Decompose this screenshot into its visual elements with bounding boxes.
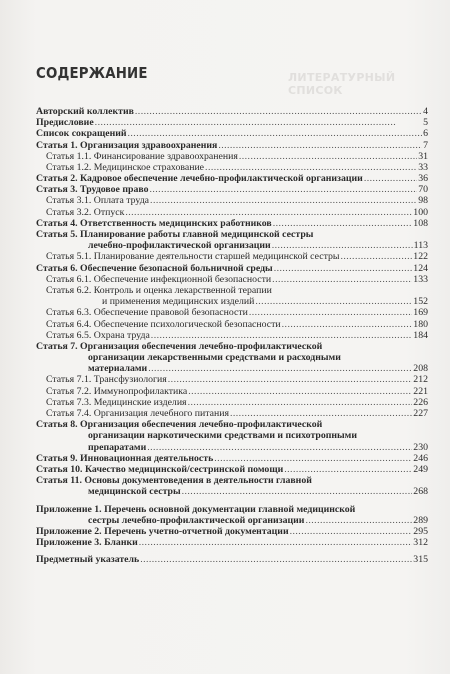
toc-entry-title: Статья 2. Кадровое обеспечение лечебно-профилактической организации (36, 173, 363, 185)
dot-leader (151, 330, 413, 341)
toc-entry-title: Приложение 3. Бланки (36, 537, 138, 549)
toc-page-number: 249 (413, 463, 428, 475)
toc-entry-title: Статья 7.4. Организация лечебного питания (46, 408, 229, 420)
toc-entry-line: Статья 11. Основы документоведения в деятельности главной (36, 475, 312, 487)
toc-subentry[interactable] (36, 319, 428, 330)
toc-page-number: 98 (418, 195, 428, 207)
toc-page-number: 230 (413, 441, 428, 453)
toc-page-number: 7 (423, 139, 428, 151)
dot-leader (149, 184, 417, 195)
dot-leader (218, 140, 422, 151)
toc-subentry[interactable] (36, 386, 428, 397)
toc-page-number: 295 (413, 525, 428, 537)
toc-page-number: 312 (413, 537, 428, 549)
page-title: СОДЕРЖАНИЕ (36, 64, 148, 82)
toc-entry[interactable] (36, 526, 428, 537)
toc-entry[interactable] (36, 453, 428, 464)
toc-entry-title: Статья 4. Ответственность медицинских работников (36, 217, 272, 229)
dot-leader (272, 240, 413, 251)
dot-leader (364, 173, 417, 184)
toc-subentry[interactable] (36, 397, 428, 408)
toc-page-number: 33 (418, 161, 428, 173)
toc-page-number: 152 (413, 296, 428, 308)
dot-leader (147, 442, 412, 453)
toc-entry-title: и применения медицинских изделий (102, 296, 255, 308)
toc-entry[interactable] (36, 554, 428, 565)
toc-page-number: 226 (413, 396, 428, 408)
toc-entry-line: Статья 7. Организация обеспечения лечебно-профилактической (36, 340, 323, 352)
dot-leader (135, 106, 422, 117)
toc-subentry[interactable] (36, 251, 428, 262)
dot-leader (148, 363, 412, 374)
toc-entry-title: Статья 1.2. Медицинское страхование (46, 161, 205, 173)
toc-subentry[interactable] (36, 375, 428, 386)
toc-entry[interactable] (36, 218, 428, 229)
toc-entry-title: препаратами (88, 441, 147, 453)
toc-entry-line: организации лекарственными средствами и расходными (88, 352, 341, 364)
toc-entry-title: Статья 3.1. Оплата труда (46, 195, 150, 207)
toc-subentry[interactable] (36, 274, 428, 285)
toc-entry-title: Статья 9. Инновационная деятельность (36, 452, 214, 464)
toc-page-number: 100 (413, 206, 428, 218)
dot-leader (150, 195, 417, 206)
dot-leader (230, 408, 412, 419)
toc-entry-title: Статья 7.2. Иммунопрофилактика (46, 385, 188, 397)
dot-leader (274, 263, 413, 274)
toc-entry-title: Предисловие (36, 117, 94, 129)
dot-leader (128, 128, 423, 139)
toc-subentry[interactable] (36, 151, 428, 162)
toc-entry-title: Статья 6.3. Обеспечение правовой безопасности (46, 307, 248, 319)
toc-entry[interactable] (36, 106, 428, 117)
toc-entry-line: организации наркотическими средствами и психотропными (88, 430, 357, 442)
toc-entry-title: Предметный указатель (36, 554, 140, 566)
toc-page-number: 6 (423, 128, 428, 140)
toc-entry[interactable] (36, 184, 428, 195)
dot-leader (168, 374, 413, 385)
toc-entry-title: Статья 6.1. Обеспечение инфекционной безопасности (46, 273, 272, 285)
toc-entry[interactable] (36, 173, 428, 184)
toc-page-number: 122 (413, 251, 428, 263)
toc-page-number: 246 (413, 452, 428, 464)
toc-entry-line: Статья 6.2. Контроль и оценка лекарственной терапии (46, 285, 272, 296)
toc-entry-title: Статья 5.1. Планирование деятельности старшей медицинской сестры (46, 251, 340, 263)
toc-page-number: 5 (423, 117, 428, 129)
toc-entry[interactable] (36, 263, 428, 274)
toc-entry-title: Статья 6. Обеспечение безопасной больничной среды (36, 262, 273, 274)
toc-subentry[interactable] (36, 207, 428, 218)
toc-page-number: 315 (413, 554, 428, 566)
toc-subentry[interactable] (36, 296, 428, 307)
toc-page-number: 208 (413, 363, 428, 375)
toc-entry-title: сестры лечебно-профилактической организации (88, 514, 305, 526)
dot-leader (182, 486, 413, 497)
toc-entry-title: Авторский коллектив (36, 105, 134, 117)
toc-page-number: 221 (413, 385, 428, 397)
dot-leader (214, 453, 412, 464)
dot-leader (188, 386, 412, 397)
toc-entry[interactable] (36, 537, 428, 548)
dot-leader (284, 464, 412, 475)
toc-entry-line: Статья 8. Организация обеспечения лечебно-профилактической (36, 419, 323, 431)
toc-entry-title: Статья 1.1. Финансирование здравоохранения (46, 150, 238, 162)
toc-page-number: 31 (418, 150, 428, 162)
toc-entry-title: Статья 6.5. Охрана труда (46, 329, 150, 341)
dot-leader (188, 397, 413, 408)
toc-entry[interactable] (36, 363, 428, 374)
toc-page-number: 108 (413, 217, 428, 229)
dot-leader (125, 207, 412, 218)
toc-page-number: 289 (413, 514, 428, 526)
toc-entry-title: Статья 10. Качество медицинской/сестринской помощи (36, 463, 284, 475)
dot-leader (272, 274, 412, 285)
toc-page-number: 70 (418, 184, 428, 196)
toc-entry[interactable] (36, 140, 428, 151)
toc-entry[interactable] (36, 128, 428, 139)
toc-entry[interactable] (36, 515, 428, 526)
toc-entry-title: Приложение 2. Перечень учетно-отчетной документации (36, 525, 289, 537)
dot-leader (95, 117, 422, 128)
table-of-contents (36, 106, 428, 566)
toc-entry-line: Статья 5. Планирование работы главной медицинской сестры (36, 229, 314, 241)
dot-leader (140, 554, 412, 565)
bleed-through-text: ЛИТЕРАТУРНЫЙ СПИСОК (288, 71, 396, 97)
toc-entry[interactable] (36, 464, 428, 475)
dot-leader (340, 251, 412, 262)
toc-entry-title: лечебно-профилактической организации (88, 240, 271, 252)
toc-entry-line: Приложение 1. Перечень основной документации главной медицинской (36, 503, 356, 515)
toc-subentry[interactable] (36, 408, 428, 419)
toc-subentry[interactable] (36, 307, 428, 318)
toc-entry-title: Список сокращений (36, 128, 127, 140)
toc-page-number: 268 (413, 486, 428, 498)
dot-leader (239, 151, 417, 162)
toc-entry-title: Статья 1. Организация здравоохранения (36, 139, 218, 151)
dot-leader (205, 162, 417, 173)
dot-leader (305, 515, 412, 526)
toc-entry-title: материалами (88, 363, 148, 375)
toc-page-number: 36 (418, 173, 428, 185)
dot-leader (139, 537, 413, 548)
toc-entry[interactable] (36, 240, 428, 251)
toc-page-number: 184 (413, 329, 428, 341)
toc-entry-title: Статья 6.4. Обеспечение психологической безопасности (46, 318, 281, 330)
toc-page-number: 180 (413, 318, 428, 330)
dot-leader (273, 218, 413, 229)
toc-page-number: 169 (413, 307, 428, 319)
dot-leader (249, 307, 412, 318)
toc-page-number: 212 (413, 374, 428, 386)
toc-page-number: 133 (413, 273, 428, 285)
dot-leader (282, 319, 413, 330)
toc-page-number: 113 (413, 240, 428, 252)
toc-entry-title: медицинской сестры (88, 486, 181, 498)
toc-page-number: 227 (413, 408, 428, 420)
dot-leader (255, 296, 412, 307)
toc-entry[interactable] (36, 117, 428, 128)
toc-page-number: 4 (423, 105, 428, 117)
toc-entry-title: Статья 7.1. Трансфузиология (46, 374, 167, 386)
toc-subentry[interactable] (36, 196, 428, 207)
toc-entry[interactable] (36, 442, 428, 453)
toc-page-number: 124 (413, 262, 428, 274)
toc-entry-title: Статья 3. Трудовое право (36, 184, 149, 196)
toc-subentry[interactable] (36, 162, 428, 173)
toc-subentry[interactable] (36, 330, 428, 341)
toc-entry-title: Статья 3.2. Отпуск (46, 206, 125, 218)
dot-leader (290, 526, 413, 537)
toc-entry-title: Статья 7.3. Медицинские изделия (46, 396, 187, 408)
toc-entry[interactable] (36, 486, 428, 497)
